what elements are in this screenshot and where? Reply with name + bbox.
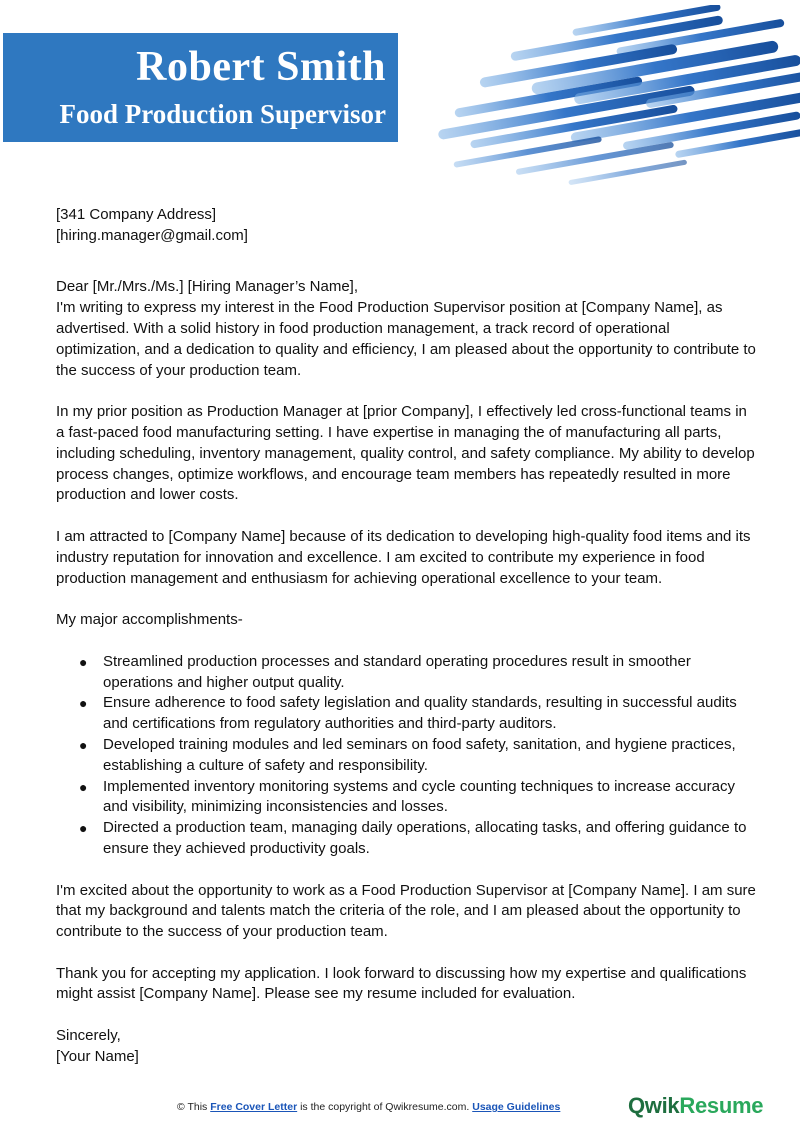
signature: [Your Name]	[56, 1047, 139, 1065]
applicant-job-title: Food Production Supervisor	[59, 99, 386, 129]
accomplishments-heading: My major accomplishments-	[56, 611, 243, 629]
logo-part-resume: Resume	[679, 1093, 764, 1118]
copyright-notice	[177, 1101, 560, 1113]
usage-guidelines-link[interactable]: Usage Guidelines	[472, 1101, 561, 1113]
qwikresume-logo	[628, 1093, 763, 1119]
copyright-prefix: © This	[177, 1101, 211, 1113]
bullet-icon: ●	[79, 653, 88, 670]
logo-part-qwik: Qwik	[628, 1093, 680, 1118]
paragraph-experience: In my prior position as Production Manager at [prior Company], I effectively led cross-functional teams in a fast-paced food manufacturing setting. I have expertise in managing the of manufacturing all parts, including scheduling, inventory management, quality control, and safety compliance. My ability to develop process changes, optimize workflows, and encourage team members has repeatedly resulted in more production and lower costs.	[56, 403, 755, 504]
accomplishment-text: Directed a production team, managing daily operations, allocating tasks, and offering guidance to ensure they achieved productivity goals.	[103, 819, 747, 857]
list-item	[56, 693, 756, 735]
list-item	[56, 735, 756, 777]
salutation: Dear [Mr./Mrs./Ms.] [Hiring Manager’s Name],	[56, 278, 359, 296]
letter-body	[56, 205, 756, 1068]
page-footer	[0, 1093, 800, 1119]
accomplishment-text: Developed training modules and led seminars on food safety, sanitation, and hygiene practices, establishing a culture of safety and responsibility.	[103, 735, 736, 774]
bullet-icon: ●	[79, 778, 88, 795]
list-item	[56, 818, 756, 860]
bullet-icon: ●	[79, 820, 88, 837]
decorative-stripes	[425, 5, 800, 190]
paragraph-fit: I'm excited about the opportunity to work as a Food Production Supervisor at [Company Name]. I am sure that my background and talents match the criteria of the role, and I am pleased about the opportunity to contribute to the success of your production team.	[56, 881, 756, 941]
company-address: [341 Company Address]	[56, 206, 217, 223]
paragraph-thanks: Thank you for accepting my application. I look forward to discussing how my expertise and qualifications might assist [Company Name]. Please see my resume included for evaluation.	[56, 964, 747, 1003]
list-item	[56, 652, 756, 694]
accomplishment-text: Ensure adherence to food safety legislation and quality standards, resulting in successful audits and certifications from regulatory authorities and third-party auditors.	[103, 694, 737, 733]
list-item	[56, 777, 756, 819]
applicant-name: Robert Smith	[136, 44, 386, 90]
copyright-middle: is the copyright of Qwikresume.com.	[297, 1101, 473, 1113]
hiring-manager-email: [hiring.manager@gmail.com]	[56, 226, 248, 244]
paragraph-motivation: I am attracted to [Company Name] because of its dedication to developing high-quality food items and its industry reputation for innovation and excellence. I am excited to contribute my experience in food production management and enthusiasm for achieving operational excellence to your team.	[56, 527, 751, 587]
bullet-icon: ●	[79, 695, 88, 712]
accomplishment-text: Implemented inventory monitoring systems and cycle counting techniques to increase accuracy and visibility, minimizing inconsistencies and losses.	[103, 777, 735, 816]
bullet-icon: ●	[79, 736, 88, 753]
paragraph-intro: I'm writing to express my interest in the Food Production Supervisor position at [Company Name], as advertised. With a solid history in food production management, a track record of operational optimization, and a dedication to quality and efficiency, I am pleased about the opportunity to contribute to the success of your production team.	[56, 299, 756, 379]
accomplishments-list	[56, 652, 756, 860]
closing: Sincerely,	[56, 1027, 121, 1045]
free-cover-letter-link[interactable]: Free Cover Letter	[210, 1101, 298, 1113]
accomplishment-text: Streamlined production processes and standard operating procedures result in smoother operations and higher output quality.	[103, 652, 691, 691]
name-banner	[3, 33, 398, 142]
